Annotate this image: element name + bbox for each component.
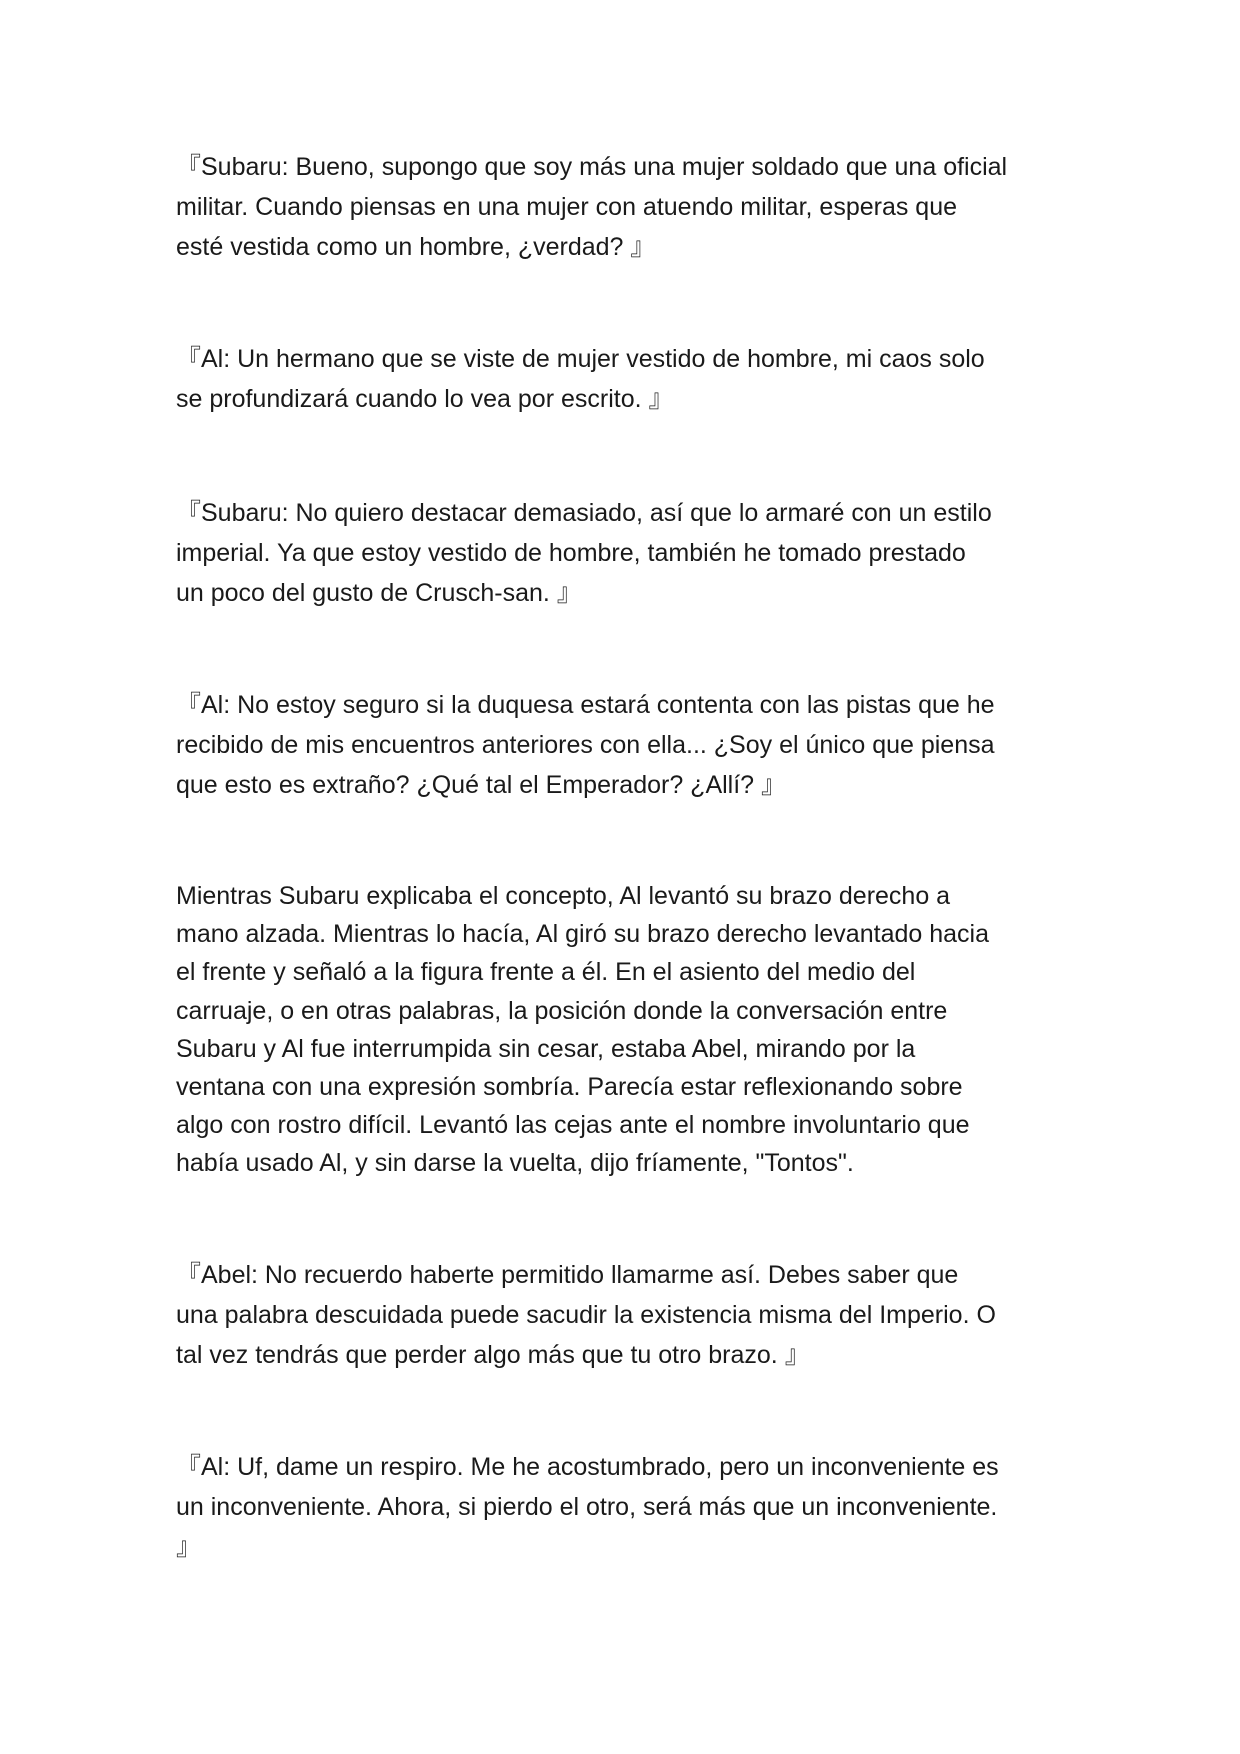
narration-paragraph: Mientras Subaru explicaba el concepto, Al levantó su brazo derecho a mano alzada. Mientras lo hacía, Al giró su brazo derecho levantado hacia el frente y señaló a la figura frente a él. En el asiento del medio del carruaje, o en otras palabras, la posición donde la conversación entre Subaru y Al fue interrumpida sin cesar, estaba Abel, mirando por la ventana con una expresión sombría. Parecía estar reflexionando sobre algo con rostro difícil. Levantó las cejas ante el nombre involuntario que había usado Al, y sin darse la vuelta, dijo fríamente, "Tontos". [176,882,989,1178]
dialogue-subaru-1: 『Subaru: Bueno, supongo que soy más una mujer soldado que una oficial militar. Cuando piensas en una mujer con atuendo militar, esperas que esté vestida como un hombre, ¿verdad? 』 [176,153,1008,261]
dialogue-al-3: 『Al: Uf, dame un respiro. Me he acostumbrado, pero un inconveniente es un inconveniente. Ahora, si pierdo el otro, será más que un inconveniente. 』 [176,1453,999,1561]
dialogue-al-2: 『Al: No estoy seguro si la duquesa estará contenta con las pistas que he recibido de mis encuentros anteriores con ella... ¿Soy el único que piensa que esto es extraño? ¿Qué tal el Emperador? ¿Allí? 』 [176,691,995,799]
dialogue-subaru-2: 『Subaru: No quiero destacar demasiado, así que lo armaré con un estilo imperial. Ya que estoy vestido de hombre, también he tomado prestado un poco del gusto de Crusch-san. 』 [176,499,992,607]
dialogue-al-1: 『Al: Un hermano que se viste de mujer vestido de hombre, mi caos solo se profundizará cuando lo vea por escrito. 』 [176,345,985,413]
dialogue-abel-1: 『Abel: No recuerdo haberte permitido llamarme así. Debes saber que una palabra descuidada puede sacudir la existencia misma del Imperio. O tal vez tendrás que perder algo más que tu otro brazo. 』 [176,1261,996,1369]
